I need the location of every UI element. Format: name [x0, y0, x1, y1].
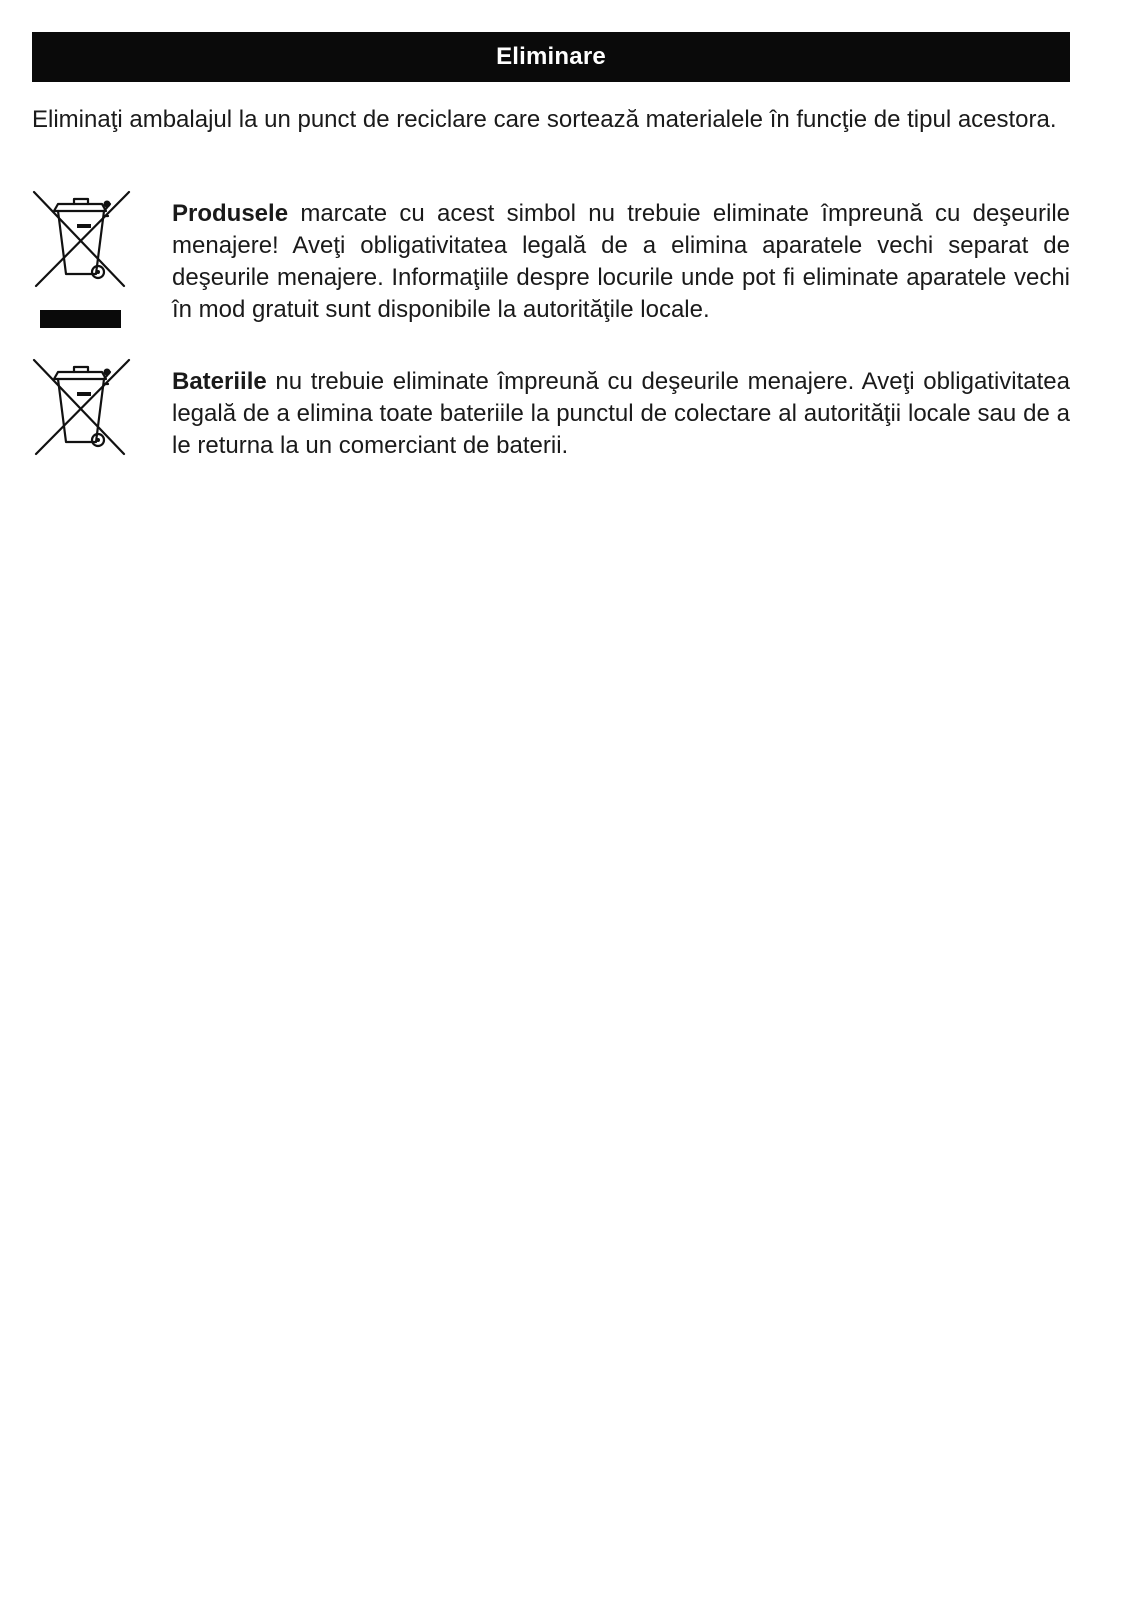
section-title-bar: [32, 32, 1070, 82]
products-body: marcate cu acest simbol nu trebuie eliminate împreună cu deşeurile menajere! Aveţi obligativitatea legală de a elimina aparatele vechi separat de deşeurile menajere. Informaţiile despre locurile unde pot fi eliminate aparatele vechi în mod gratuit sunt disponibile la autorităţile locale.: [172, 200, 1070, 323]
crossed-out-wheelie-bin-icon: [32, 358, 132, 458]
black-bar-marker: [40, 310, 121, 328]
products-text: [172, 198, 1070, 326]
products-icon-column: [32, 190, 132, 295]
section-title: Eliminare: [496, 43, 606, 70]
batteries-text: [172, 366, 1070, 462]
products-lead: Produsele: [172, 200, 289, 227]
batteries-body: nu trebuie eliminate împreună cu deşeurile menajere. Aveţi obligativitatea legală de a elimina toate bateriile la punctul de colectare al autorităţii locale sau de a le returna la un comerciant de baterii.: [172, 368, 1070, 459]
batteries-icon-column: [32, 358, 132, 463]
intro-paragraph: Eliminaţi ambalajul la un punct de reciclare care sortează materialele în funcţie de tipul acestora.: [32, 106, 1057, 133]
crossed-out-wheelie-bin-icon: [32, 190, 132, 290]
batteries-lead: Bateriile: [172, 368, 267, 395]
